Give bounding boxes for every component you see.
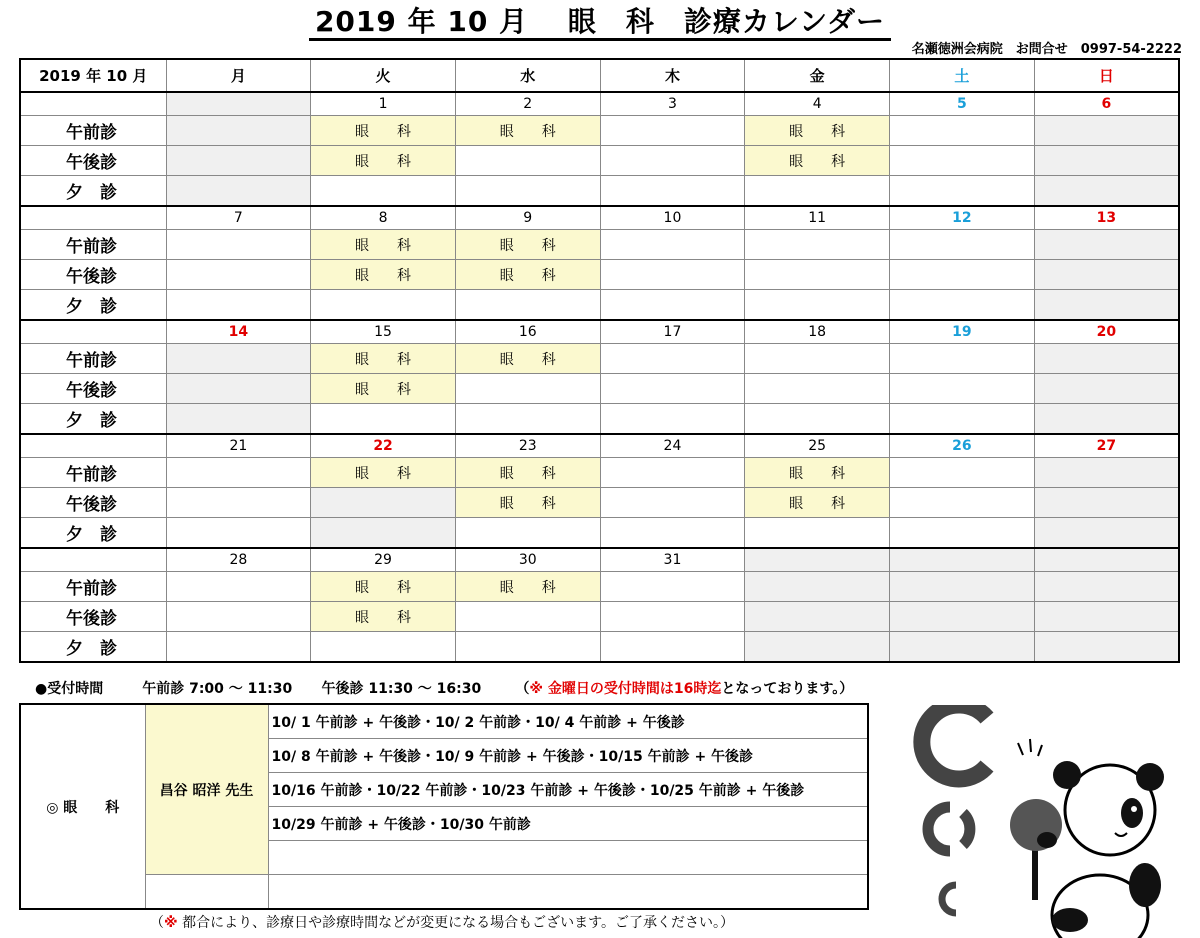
hours-pm: 午後診 11:30 ～ 16:30 [321, 681, 482, 697]
hours-label: ●受付時間 [35, 681, 104, 697]
schedule-cell [890, 176, 1035, 207]
schedule-cell [600, 374, 745, 404]
doctor-schedule-line: 10/16 午前診・10/22 午前診・10/23 午前診 + 午後診・10/25 午前診 + 午後診 [268, 773, 868, 807]
hours-note-rest: となっております。） [721, 681, 854, 697]
clinic-open-label: 眼 科 [499, 579, 556, 596]
hours-note-open: （ [515, 681, 530, 697]
schedule-cell [1034, 602, 1179, 632]
clinic-open-label: 眼 科 [355, 579, 412, 596]
clinic-open-label: 眼 科 [789, 465, 846, 482]
schedule-cell [745, 404, 890, 435]
schedule-cell [311, 404, 456, 435]
doctor-schedule-line: 10/ 1 午前診 + 午後診・10/ 2 午前診・10/ 4 午前診 + 午後診 [268, 704, 868, 739]
schedule-cell [166, 374, 311, 404]
schedule-cell [600, 116, 745, 146]
schedule-cell [745, 602, 890, 632]
hours-note-friday: ※ 金曜日の受付時間は16時迄 [529, 681, 722, 697]
schedule-cell [455, 230, 600, 260]
slot-label: 午後診 [20, 602, 166, 632]
schedule-cell [1034, 374, 1179, 404]
schedule-cell [600, 518, 745, 549]
slot-row [20, 344, 1179, 374]
slot-row [20, 116, 1179, 146]
date-cell: 3 [600, 92, 745, 116]
schedule-cell [890, 458, 1035, 488]
schedule-cell [311, 116, 456, 146]
date-row [20, 92, 1179, 116]
slot-label: 午前診 [20, 572, 166, 602]
schedule-cell [890, 632, 1035, 663]
schedule-cell [311, 518, 456, 549]
calendar-month-label: 2019 年 10 月 [20, 59, 166, 92]
slot-row [20, 488, 1179, 518]
date-row-spacer [20, 92, 166, 116]
date-cell: 12 [890, 206, 1035, 230]
clinic-open-label: 眼 科 [499, 351, 556, 368]
schedule-cell [890, 146, 1035, 176]
clinic-open-label: 眼 科 [355, 351, 412, 368]
slot-label: 夕 診 [20, 290, 166, 321]
schedule-cell [745, 176, 890, 207]
clinic-open-label: 眼 科 [355, 123, 412, 140]
schedule-cell [166, 260, 311, 290]
reception-hours [35, 678, 853, 698]
schedule-cell [1034, 290, 1179, 321]
schedule-cell [1034, 458, 1179, 488]
date-cell: 24 [600, 434, 745, 458]
date-cell: 11 [745, 206, 890, 230]
date-cell: 6 [1034, 92, 1179, 116]
schedule-cell [166, 488, 311, 518]
schedule-cell [745, 116, 890, 146]
date-row [20, 434, 1179, 458]
schedule-cell [890, 116, 1035, 146]
date-cell: 29 [311, 548, 456, 572]
weekday-header-row [20, 59, 1179, 92]
schedule-cell [600, 632, 745, 663]
schedule-cell [890, 260, 1035, 290]
date-cell [1034, 548, 1179, 572]
weekday-header: 日 [1034, 59, 1179, 92]
schedule-cell [455, 374, 600, 404]
slot-label: 夕 診 [20, 518, 166, 549]
schedule-cell [600, 404, 745, 435]
schedule-cell [455, 290, 600, 321]
schedule-cell [600, 458, 745, 488]
schedule-cell [890, 290, 1035, 321]
page-title-text: 2019 年 10 月 眼 科 診療カレンダー [309, 5, 891, 41]
schedule-cell [600, 260, 745, 290]
hours-am: 午前診 7:00 ～ 11:30 [142, 681, 293, 697]
schedule-cell [890, 488, 1035, 518]
date-row [20, 206, 1179, 230]
schedule-cell [890, 602, 1035, 632]
schedule-cell [311, 260, 456, 290]
slot-row [20, 374, 1179, 404]
schedule-cell [455, 458, 600, 488]
date-cell: 20 [1034, 320, 1179, 344]
schedule-cell [745, 458, 890, 488]
clinic-open-label: 眼 科 [355, 381, 412, 398]
date-cell: 23 [455, 434, 600, 458]
schedule-cell [455, 488, 600, 518]
slot-row [20, 602, 1179, 632]
date-cell: 13 [1034, 206, 1179, 230]
clinic-open-label: 眼 科 [499, 495, 556, 512]
slot-label: 夕 診 [20, 176, 166, 207]
schedule-cell [166, 572, 311, 602]
date-cell [745, 548, 890, 572]
footnote-text: 都合により、診療日や診療時間などが変更になる場合もございます。ご了承ください。） [177, 915, 734, 931]
clinic-open-label: 眼 科 [355, 609, 412, 626]
date-cell: 15 [311, 320, 456, 344]
schedule-cell [166, 146, 311, 176]
date-row [20, 320, 1179, 344]
slot-label: 午前診 [20, 344, 166, 374]
schedule-cell [745, 632, 890, 663]
schedule-cell [455, 572, 600, 602]
weekday-header: 火 [311, 59, 456, 92]
clinic-open-label: 眼 科 [355, 153, 412, 170]
schedule-cell [311, 146, 456, 176]
schedule-cell [1034, 176, 1179, 207]
schedule-cell [166, 230, 311, 260]
schedule-cell [890, 518, 1035, 549]
schedule-cell [311, 230, 456, 260]
date-cell: 1 [311, 92, 456, 116]
schedule-cell [600, 290, 745, 321]
schedule-cell [745, 290, 890, 321]
schedule-cell [745, 344, 890, 374]
doctor-schedule-line [268, 875, 868, 910]
date-row [20, 548, 1179, 572]
panda-icon [1010, 739, 1164, 938]
weekday-header: 金 [745, 59, 890, 92]
slot-row [20, 176, 1179, 207]
page-title [0, 0, 1200, 40]
date-cell: 8 [311, 206, 456, 230]
slot-label: 夕 診 [20, 632, 166, 663]
schedule-cell [600, 602, 745, 632]
schedule-cell [166, 518, 311, 549]
date-cell [166, 92, 311, 116]
eye-chart-panda-illustration [910, 705, 1200, 938]
slot-row [20, 458, 1179, 488]
schedule-cell [455, 632, 600, 663]
schedule-cell [166, 290, 311, 321]
footnote-open: （ [150, 915, 164, 931]
doctor-schedule-row [20, 875, 868, 910]
date-cell: 7 [166, 206, 311, 230]
schedule-cell [890, 572, 1035, 602]
schedule-cell [166, 458, 311, 488]
slot-label: 午後診 [20, 374, 166, 404]
schedule-cell [1034, 404, 1179, 435]
landolt-ring-small-icon [942, 885, 956, 913]
date-cell: 28 [166, 548, 311, 572]
schedule-cell [166, 632, 311, 663]
slot-label: 午前診 [20, 230, 166, 260]
schedule-cell [311, 458, 456, 488]
schedule-cell [311, 290, 456, 321]
doctor-schedule-line [268, 841, 868, 875]
schedule-cell [600, 230, 745, 260]
schedule-cell [890, 404, 1035, 435]
schedule-cell [745, 488, 890, 518]
slot-row [20, 404, 1179, 435]
schedule-cell [745, 146, 890, 176]
clinic-open-label: 眼 科 [499, 465, 556, 482]
clinic-open-label: 眼 科 [355, 237, 412, 254]
doctor-name: 昌谷 昭洋 先生 [145, 704, 268, 875]
schedule-cell [1034, 230, 1179, 260]
date-cell: 17 [600, 320, 745, 344]
schedule-cell [745, 230, 890, 260]
schedule-cell [166, 602, 311, 632]
contact-info: 名瀬徳洲会病院 お問合せ 0997-54-2222 [911, 42, 1182, 57]
clinic-open-label: 眼 科 [789, 153, 846, 170]
clinic-open-label: 眼 科 [499, 123, 556, 140]
department-label: ◎ 眼 科 [20, 704, 145, 909]
doctor-cell-blank [145, 875, 268, 910]
date-cell: 21 [166, 434, 311, 458]
schedule-cell [1034, 518, 1179, 549]
slot-row [20, 290, 1179, 321]
date-cell: 30 [455, 548, 600, 572]
schedule-cell [1034, 146, 1179, 176]
schedule-cell [1034, 116, 1179, 146]
doctor-schedule-line: 10/29 午前診 + 午後診・10/30 午前診 [268, 807, 868, 841]
schedule-cell [455, 116, 600, 146]
slot-row [20, 518, 1179, 549]
schedule-cell [311, 602, 456, 632]
schedule-cell [455, 260, 600, 290]
schedule-cell [745, 572, 890, 602]
date-cell: 5 [890, 92, 1035, 116]
weekday-header: 月 [166, 59, 311, 92]
clinic-open-label: 眼 科 [499, 237, 556, 254]
date-row-spacer [20, 548, 166, 572]
date-cell: 4 [745, 92, 890, 116]
landolt-ring-large-icon [922, 705, 987, 779]
schedule-cell [311, 488, 456, 518]
schedule-cell [166, 116, 311, 146]
slot-label: 午前診 [20, 116, 166, 146]
schedule-cell [890, 374, 1035, 404]
schedule-cell [166, 344, 311, 374]
slot-label: 午前診 [20, 458, 166, 488]
footnote [150, 912, 734, 932]
date-cell [890, 548, 1035, 572]
schedule-cell [455, 176, 600, 207]
schedule-cell [1034, 344, 1179, 374]
date-cell: 10 [600, 206, 745, 230]
schedule-cell [311, 374, 456, 404]
date-cell: 2 [455, 92, 600, 116]
date-cell: 19 [890, 320, 1035, 344]
schedule-cell [311, 632, 456, 663]
schedule-cell [745, 260, 890, 290]
schedule-cell [455, 404, 600, 435]
date-cell: 16 [455, 320, 600, 344]
slot-row [20, 572, 1179, 602]
slot-label: 夕 診 [20, 404, 166, 435]
doctor-schedule-line: 10/ 8 午前診 + 午後診・10/ 9 午前診 + 午後診・10/15 午前診 + 午後診 [268, 739, 868, 773]
date-row-spacer [20, 320, 166, 344]
calendar-table [19, 58, 1180, 663]
schedule-cell [745, 374, 890, 404]
schedule-cell [455, 344, 600, 374]
weekday-header: 土 [890, 59, 1035, 92]
schedule-cell [311, 572, 456, 602]
schedule-cell [166, 404, 311, 435]
schedule-cell [890, 230, 1035, 260]
date-row-spacer [20, 206, 166, 230]
schedule-cell [311, 344, 456, 374]
date-cell: 18 [745, 320, 890, 344]
slot-label: 午後診 [20, 146, 166, 176]
clinic-open-label: 眼 科 [789, 123, 846, 140]
date-cell: 25 [745, 434, 890, 458]
slot-row [20, 260, 1179, 290]
clinic-open-label: 眼 科 [789, 495, 846, 512]
schedule-cell [311, 176, 456, 207]
schedule-cell [600, 488, 745, 518]
slot-row [20, 146, 1179, 176]
slot-row [20, 632, 1179, 663]
schedule-cell [455, 602, 600, 632]
slot-label: 午後診 [20, 260, 166, 290]
schedule-cell [600, 176, 745, 207]
date-cell: 9 [455, 206, 600, 230]
weekday-header: 木 [600, 59, 745, 92]
date-row-spacer [20, 434, 166, 458]
slot-label: 午後診 [20, 488, 166, 518]
weekday-header: 水 [455, 59, 600, 92]
date-cell: 26 [890, 434, 1035, 458]
clinic-open-label: 眼 科 [499, 267, 556, 284]
schedule-cell [455, 146, 600, 176]
date-cell: 22 [311, 434, 456, 458]
schedule-cell [1034, 488, 1179, 518]
schedule-cell [600, 572, 745, 602]
schedule-cell [600, 146, 745, 176]
date-cell: 31 [600, 548, 745, 572]
schedule-cell [600, 344, 745, 374]
schedule-cell [455, 518, 600, 549]
clinic-open-label: 眼 科 [355, 267, 412, 284]
schedule-cell [1034, 260, 1179, 290]
footnote-mark: ※ [164, 915, 178, 931]
doctor-schedule-table [19, 703, 869, 910]
date-cell: 14 [166, 320, 311, 344]
schedule-cell [890, 344, 1035, 374]
schedule-cell [166, 176, 311, 207]
date-cell: 27 [1034, 434, 1179, 458]
schedule-cell [1034, 572, 1179, 602]
landolt-ring-medium-icon [928, 807, 970, 851]
doctor-schedule-row [20, 704, 868, 739]
clinic-open-label: 眼 科 [355, 465, 412, 482]
schedule-cell [1034, 632, 1179, 663]
slot-row [20, 230, 1179, 260]
schedule-cell [745, 518, 890, 549]
